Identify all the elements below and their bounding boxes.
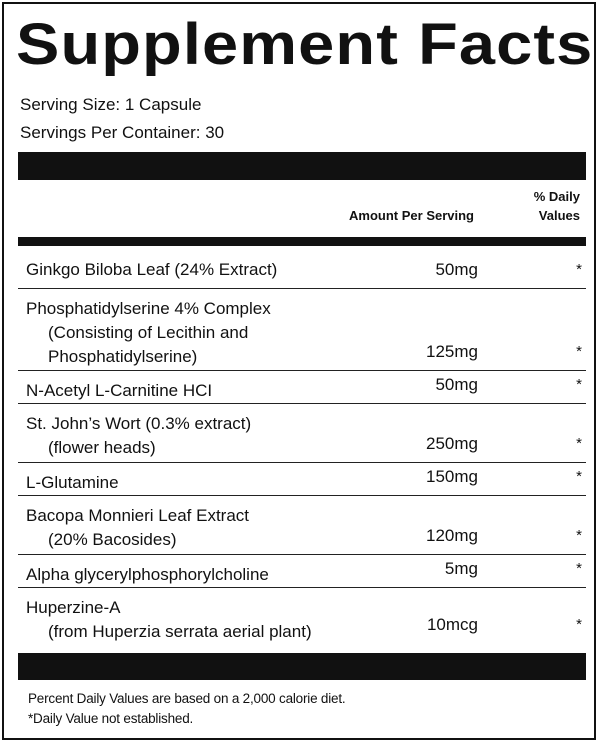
ingredient-name-text: Ginkgo Biloba Leaf (24% Extract): [26, 260, 278, 279]
ingredient-detail: Phosphatidylserine): [48, 347, 198, 366]
ingredient-detail: (from Huperzia serrata aerial plant): [48, 622, 312, 641]
ingredient-daily-value: *: [576, 376, 582, 393]
ingredient-detail: (flower heads): [48, 438, 156, 457]
servings-per-container: Servings Per Container: 30: [20, 123, 225, 142]
ingredient-daily-value: *: [576, 560, 582, 577]
ingredient-name: [26, 563, 269, 587]
ingredient-name-text: L-Glutamine: [26, 473, 119, 492]
ingredient-name: [26, 297, 271, 369]
ingredient-amount: 120mg: [426, 526, 478, 545]
ingredient-row: [18, 496, 586, 555]
daily-values-header-line1: % Daily: [533, 189, 580, 204]
ingredient-daily-value: *: [576, 343, 582, 360]
ingredient-name: [26, 412, 251, 460]
ingredient-daily-value: *: [576, 468, 582, 485]
ingredient-name: [26, 504, 249, 552]
ingredient-amount: 50mg: [435, 375, 478, 394]
ingredient-list: [18, 250, 586, 643]
header-divider-bar: [18, 237, 586, 246]
ingredient-row: [18, 555, 586, 588]
daily-values-header-line2: Values: [538, 208, 580, 223]
ingredient-amount: 125mg: [426, 342, 478, 361]
top-thick-bar: [18, 152, 586, 180]
ingredient-name-text: Phosphatidylserine 4% Complex: [26, 299, 271, 318]
ingredient-name-text: N-Acetyl L-Carnitine HCI: [26, 381, 213, 400]
ingredient-amount: 250mg: [426, 434, 478, 453]
ingredient-amount: 150mg: [426, 467, 478, 486]
serving-size: Serving Size: 1 Capsule: [20, 95, 202, 114]
ingredient-name-text: Huperzine-A: [26, 598, 121, 617]
ingredient-amount: 50mg: [435, 260, 478, 279]
ingredient-row: [18, 463, 586, 496]
ingredient-row: [18, 289, 586, 371]
ingredient-name-text: Bacopa Monnieri Leaf Extract: [26, 506, 250, 525]
ingredient-name: [26, 258, 277, 282]
amount-per-serving-header: Amount Per Serving: [349, 208, 474, 223]
ingredient-amount: 10mcg: [426, 615, 478, 634]
ingredient-detail: (20% Bacosides): [48, 530, 177, 549]
percent-daily-value-note: Percent Daily Values are based on a 2,000 calorie diet.: [28, 691, 346, 706]
ingredient-daily-value: *: [576, 616, 582, 633]
ingredient-name: [26, 471, 119, 495]
ingredient-amount: 5mg: [444, 559, 478, 578]
ingredient-daily-value: *: [576, 261, 582, 278]
ingredient-detail: (Consisting of Lecithin and: [48, 323, 249, 342]
ingredient-name: [26, 379, 212, 403]
ingredient-row: [18, 371, 586, 404]
bottom-thick-bar: [18, 653, 586, 680]
daily-values-header: [534, 187, 580, 225]
supplement-facts-panel: [2, 2, 596, 740]
ingredient-name-text: Alpha glycerylphosphorylcholine: [26, 565, 269, 584]
ingredient-row: [18, 404, 586, 463]
ingredient-name-text: St. John’s Wort (0.3% extract): [26, 414, 252, 433]
ingredient-row: [18, 588, 586, 643]
ingredient-daily-value: *: [576, 435, 582, 452]
panel-title: Supplement Facts: [16, 12, 594, 77]
daily-value-not-established-note: *Daily Value not established.: [28, 711, 194, 726]
ingredient-daily-value: *: [576, 527, 582, 544]
ingredient-name: [26, 596, 312, 644]
ingredient-row: [18, 250, 586, 289]
